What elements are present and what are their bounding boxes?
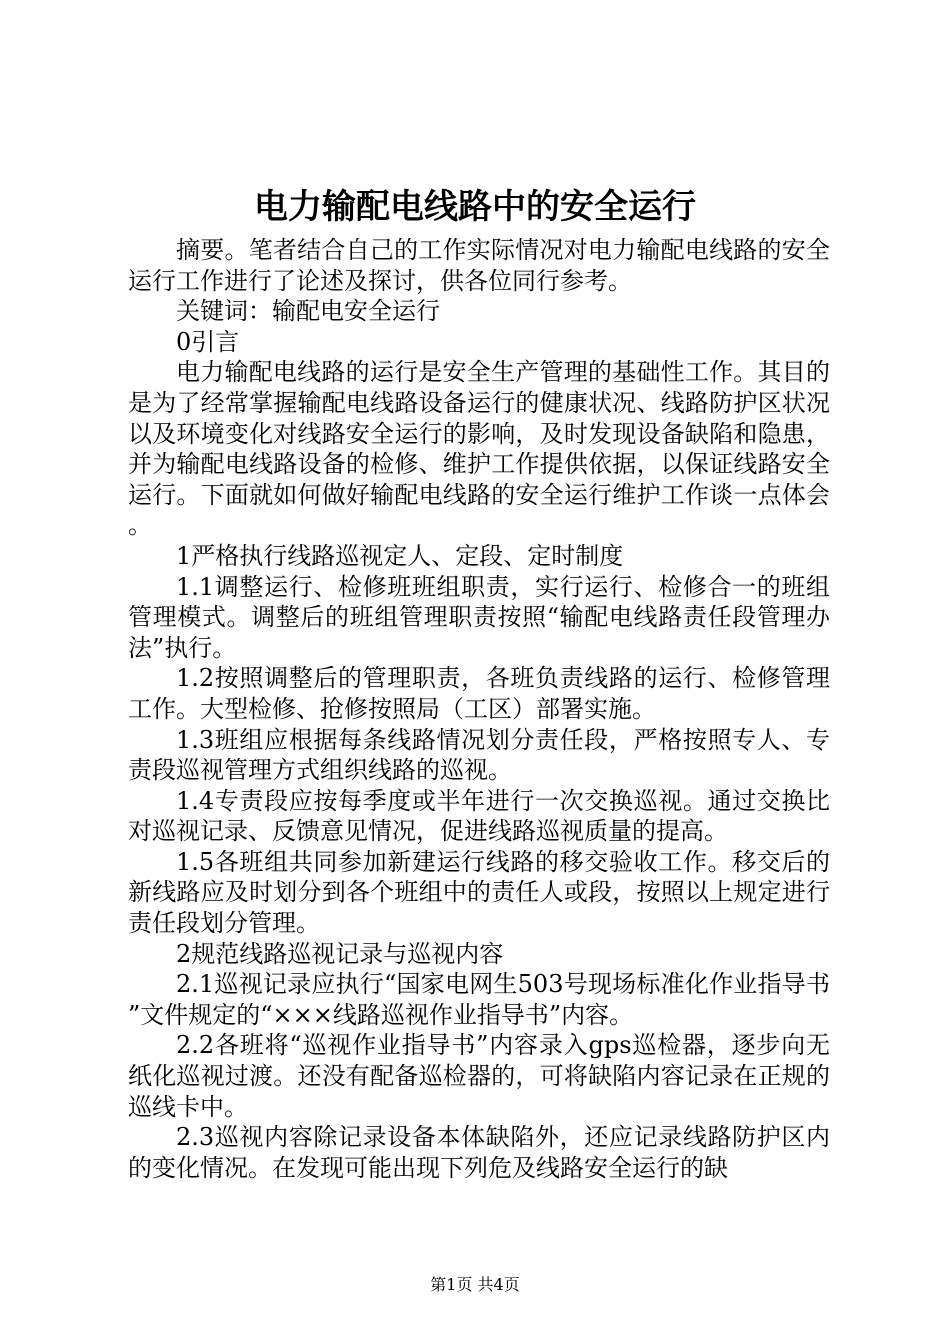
paragraph-1-3: 1.3班组应根据每条线路情况划分责任段，严格按照专人、专责段巡视管理方式组织线路的巡视。: [128, 725, 830, 785]
paragraph-1-5: 1.5各班组共同参加新建运行线路的移交验收工作。移交后的新线路应及时划分到各个班组中的责任人或段，按照以上规定进行责任段划分管理。: [128, 847, 830, 938]
paragraph-1-2: 1.2按照调整后的管理职责，各班负责线路的运行、检修管理工作。大型检修、抢修按照局（工区）部署实施。: [128, 664, 830, 723]
document-title: 电力输配电线路中的安全运行: [254, 187, 696, 227]
paragraph-1-4: 1.4专责段应按每季度或半年进行一次交换巡视。通过交换比对巡视记录、反馈意见情况，促进线路巡视质量的提高。: [128, 786, 830, 846]
paragraph-1-1: 1.1调整运行、检修班班组职责，实行运行、检修合一的班组管理模式。调整后的班组管理职责按照“输配电线路责任段管理办法”执行。: [128, 572, 830, 662]
heading-introduction: 0引言: [176, 327, 240, 356]
paragraph-keywords: 关键词：输配电安全运行: [176, 297, 440, 326]
paragraph-introduction: 电力输配电线路的运行是安全生产管理的基础性工作。其目的是为了经常掌握输配电线路设备运行的健康状况、线路防护区状况以及环境变化对线路安全运行的影响，及时发现设备缺陷和隐患，并为输配电线路设备的检修、维护工作提供依据，以保证线路安全运行。下面就如何做好输配电线路的安全运行维护工作谈一点体会。: [128, 358, 830, 540]
document-body: [128, 235, 830, 1183]
heading-section-1: 1严格执行线路巡视定人、定段、定时制度: [176, 541, 624, 570]
paragraph-2-3: 2.3巡视内容除记录设备本体缺陷外，还应记录线路防护区内的变化情况。在发现可能出现下列危及线路安全运行的缺: [128, 1123, 830, 1182]
paragraph-2-2: 2.2各班将“巡视作业指导书”内容录入gps巡检器，逐步向无纸化巡视过渡。还没有配备巡检器的，可将缺陷内容记录在正规的巡线卡中。: [128, 1031, 830, 1121]
paragraph-abstract: 摘要。笔者结合自己的工作实际情况对电力输配电线路的安全运行工作进行了论述及探讨，供各位同行参考。: [128, 236, 830, 295]
paragraph-2-1: 2.1巡视记录应执行“国家电网生503号现场标准化作业指导书”文件规定的“×××线路巡视作业指导书”内容。: [128, 970, 830, 1029]
heading-section-2: 2规范线路巡视记录与巡视内容: [176, 939, 504, 968]
page-number-footer: 第1页 共4页: [430, 1275, 520, 1294]
